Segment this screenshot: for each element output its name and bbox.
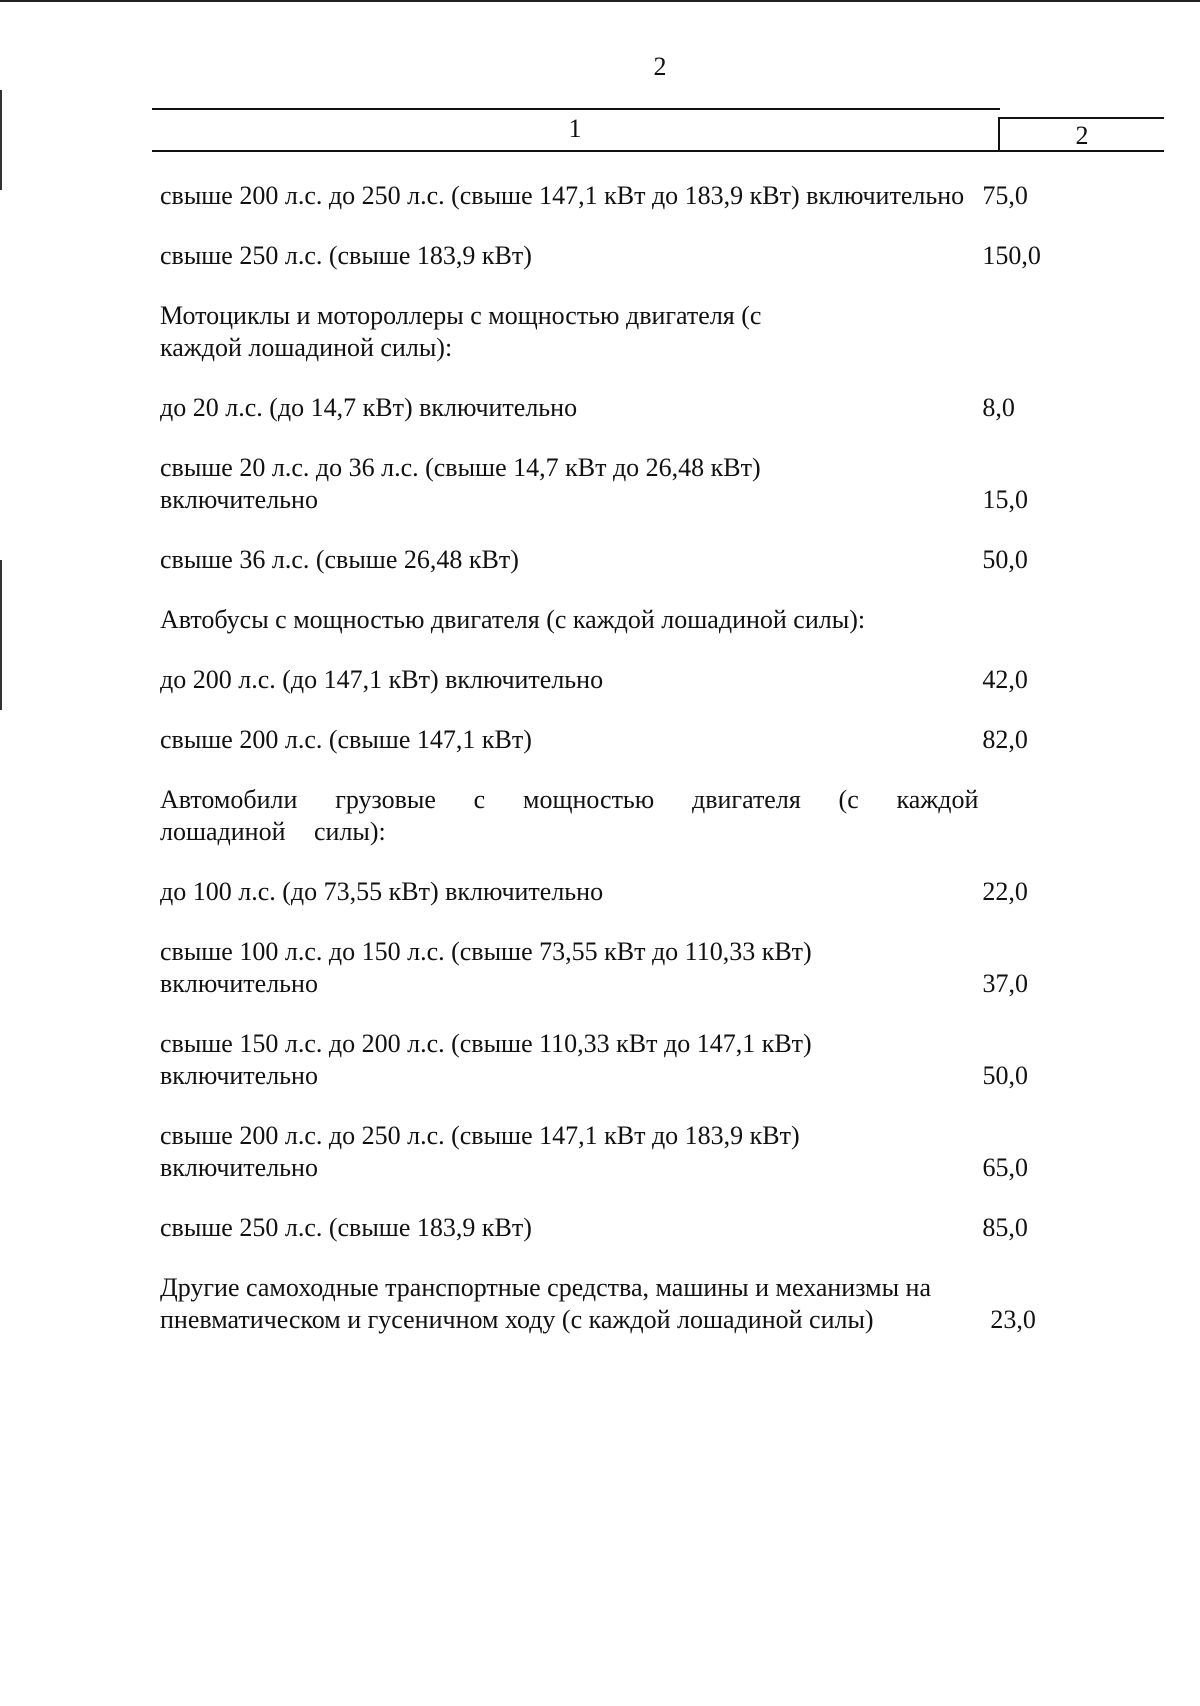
row-rate: 37,0 [982,969,1028,998]
row-rate: 75,0 [982,181,1028,210]
row-description: до 200 л.с. (до 147,1 кВт) включительно [160,665,604,694]
table-row [160,392,1080,424]
page-number: 2 [653,52,667,81]
header-col-2: 2 [1075,121,1089,150]
table-row [160,664,1080,696]
table-row [160,240,1080,272]
section-heading: Автомобили грузовые с мощностью двигателя (с каждой лошадиной силы): [160,785,979,846]
table-row [160,1212,1080,1244]
row-description: свыше 200 л.с. до 250 л.с. (свыше 147,1 кВт до 183,9 кВт) включительно [160,181,965,210]
section-heading-row [160,300,1080,364]
table-row [160,936,1080,1000]
row-description: свыше 250 л.с. (свыше 183,9 кВт) [160,241,532,270]
row-rate: 8,0 [982,393,1015,422]
row-rate: 150,0 [982,241,1041,270]
table-row [160,1120,1080,1184]
header-col-1: 1 [568,114,582,143]
row-rate: 50,0 [982,545,1028,574]
section-heading: Мотоциклы и мотороллеры с мощностью двигателя (с каждой лошадиной силы): [160,301,762,362]
section-heading: Автобусы с мощностью двигателя (с каждой лошадиной силы): [160,605,866,634]
page-top-edge [0,0,1200,2]
row-description: свыше 200 л.с. до 250 л.с. (свыше 147,1 кВт до 183,9 кВт) включительно [160,1121,800,1182]
table-row [160,452,1080,516]
row-rate: 82,0 [982,725,1028,754]
scan-edge-mark [0,560,2,710]
table-row [160,724,1080,756]
header-rule-top [152,108,1000,110]
header-rule-top-right [1000,117,1164,119]
rate-table-body [160,180,1080,1364]
row-rate: 50,0 [982,1061,1028,1090]
row-description: до 20 л.с. (до 14,7 кВт) включительно [160,393,578,422]
row-description: свыше 200 л.с. (свыше 147,1 кВт) [160,725,532,754]
row-rate: 22,0 [982,877,1028,906]
table-row [160,1028,1080,1092]
row-rate: 85,0 [982,1213,1028,1242]
table-row [160,1272,1080,1336]
row-description: до 100 л.с. (до 73,55 кВт) включительно [160,877,604,906]
table-row [160,180,1080,212]
table-row [160,544,1080,576]
row-rate: 42,0 [982,665,1028,694]
section-heading-row [160,604,1080,636]
table-row [160,876,1080,908]
row-description: свыше 100 л.с. до 150 л.с. (свыше 73,55 кВт до 110,33 кВт) включительно [160,937,812,998]
row-description: Другие самоходные транспортные средства, машины и механизмы на пневматическом и гусеничном ходу (с каждой лошадиной силы) [160,1273,931,1334]
section-heading-row [160,784,1080,848]
row-description: свыше 150 л.с. до 200 л.с. (свыше 110,33 кВт до 147,1 кВт) включительно [160,1029,812,1090]
row-rate: 15,0 [982,485,1029,514]
scan-edge-mark [0,90,2,190]
table-header [152,108,1164,152]
row-description: свыше 36 л.с. (свыше 26,48 кВт) [160,545,519,574]
row-rate: 65,0 [982,1153,1028,1182]
row-rate: 23,0 [990,1305,1036,1334]
row-description: свыше 20 л.с. до 36 л.с. (свыше 14,7 кВт до 26,48 кВт) включительно [160,453,761,514]
row-description: свыше 250 л.с. (свыше 183,9 кВт) [160,1213,532,1242]
